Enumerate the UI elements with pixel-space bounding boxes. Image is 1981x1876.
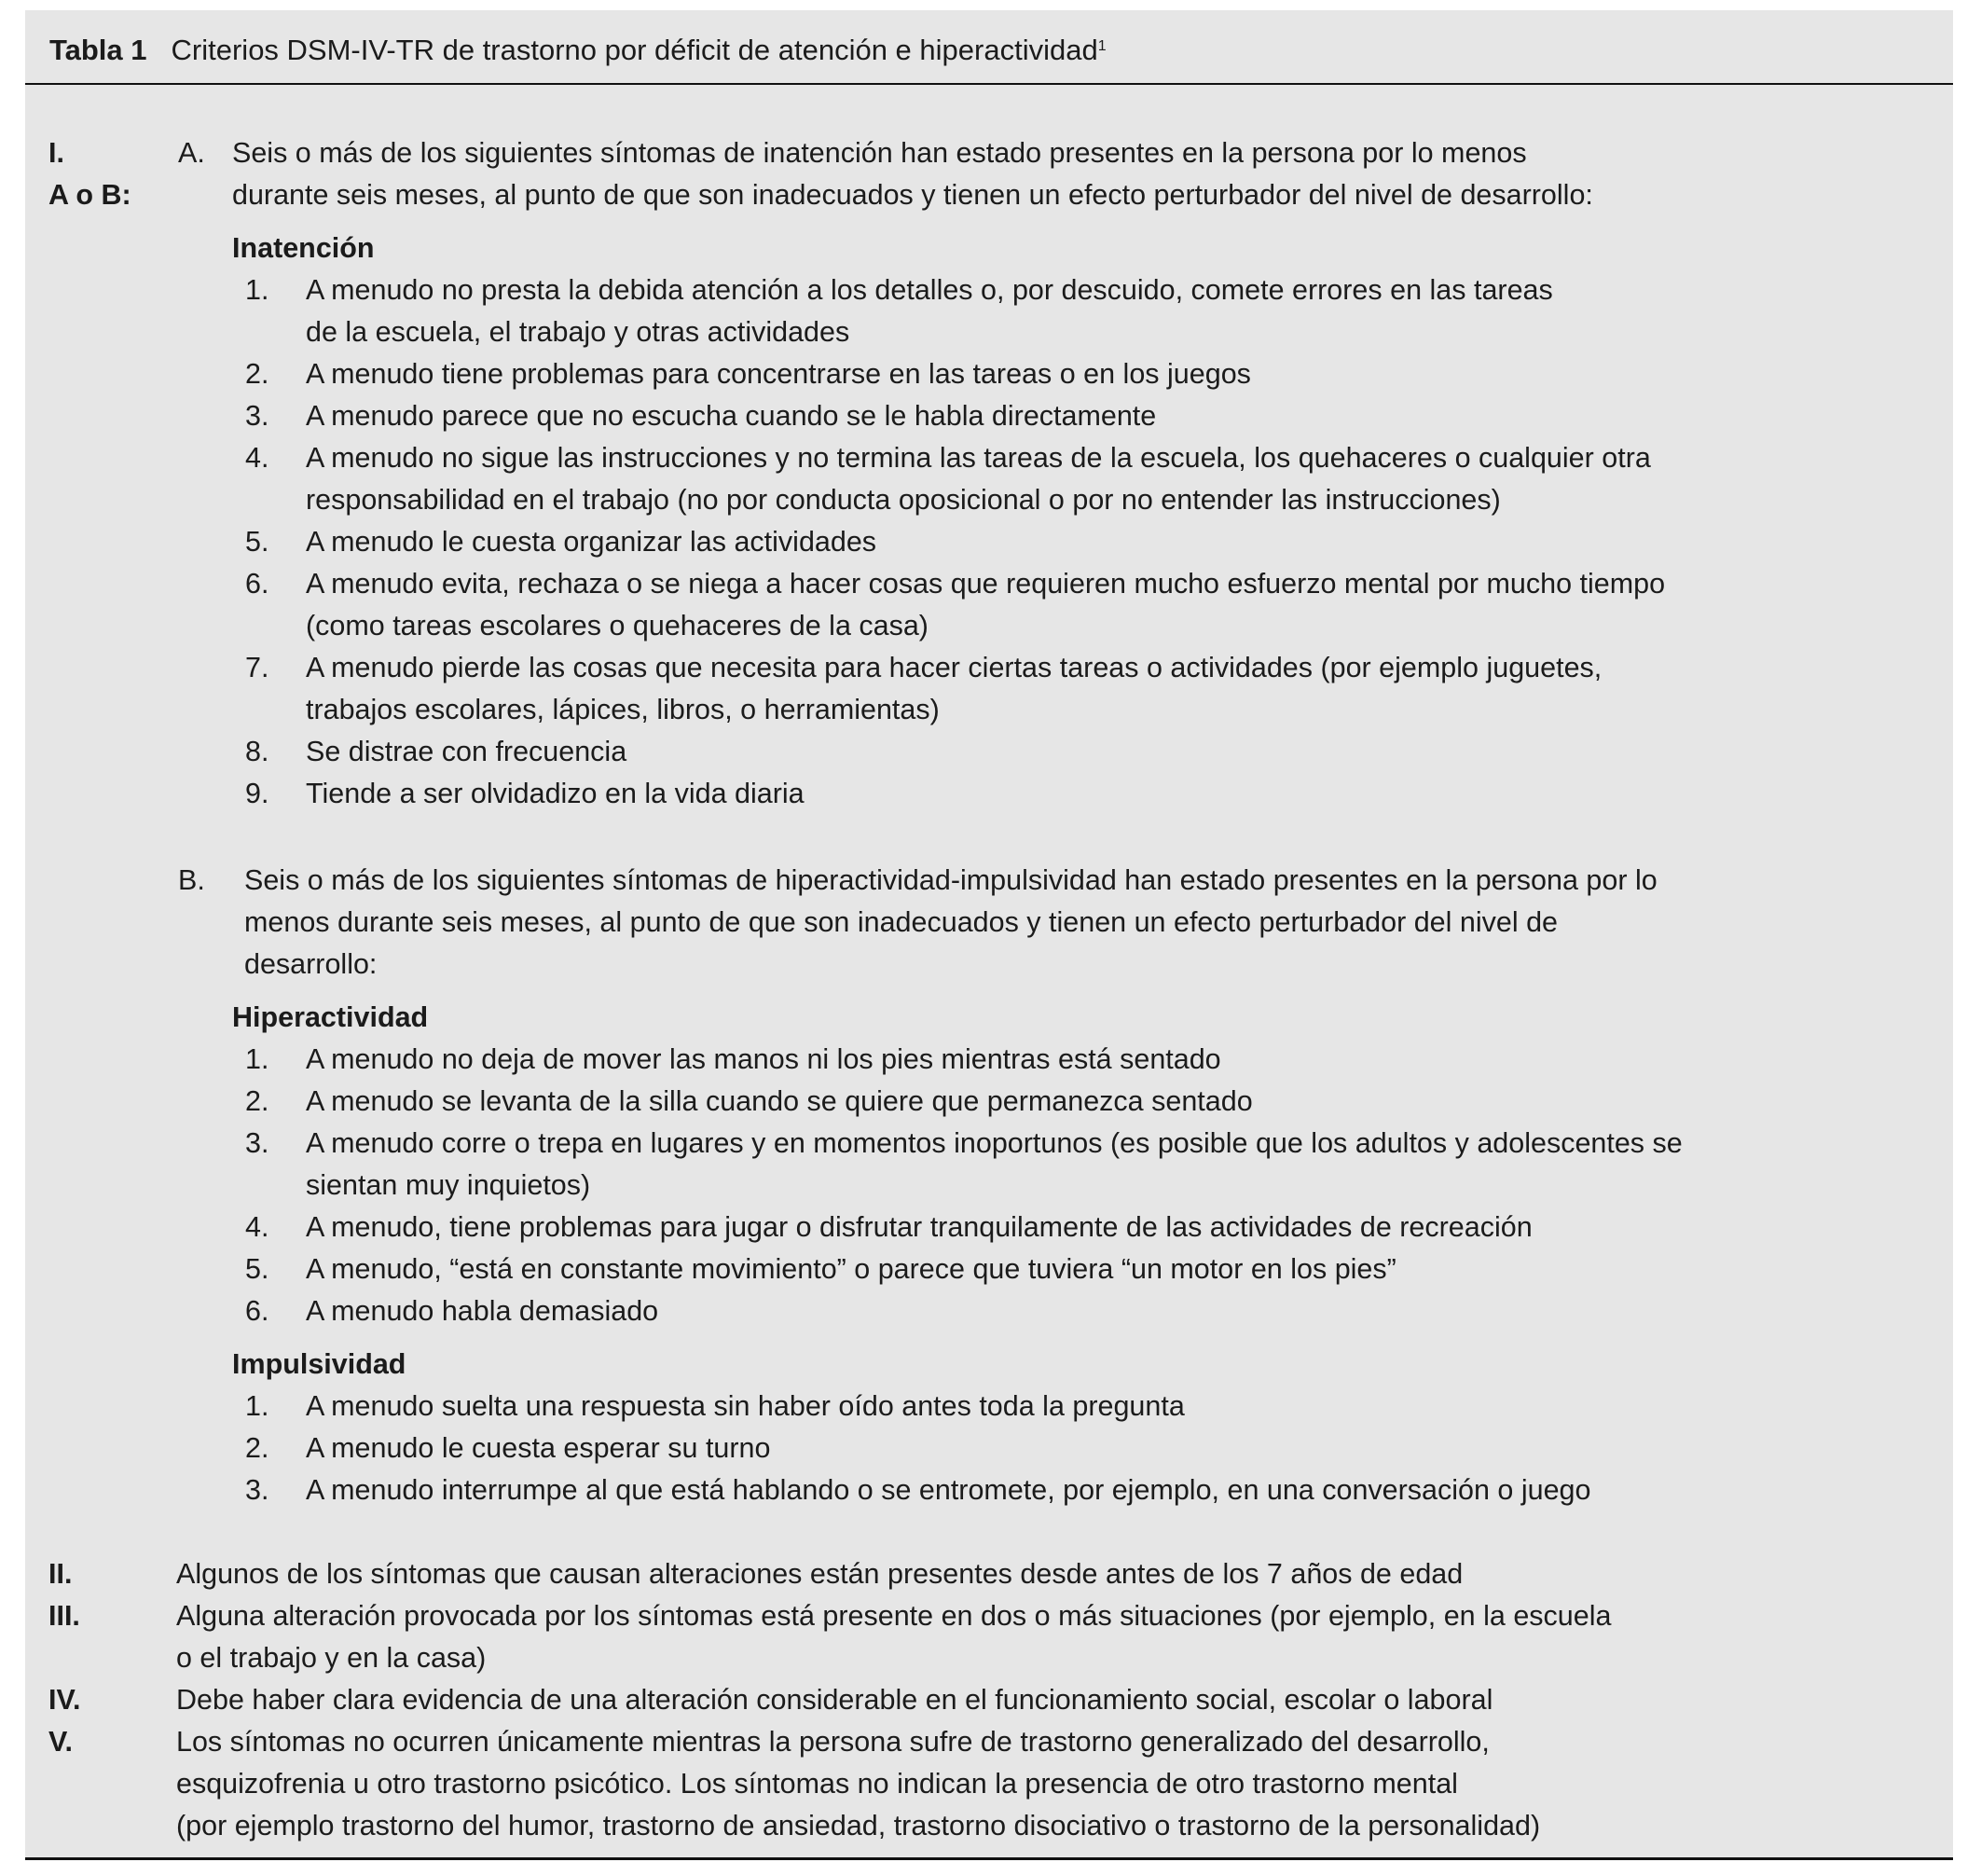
item-number: 9.	[245, 778, 269, 809]
item-text: A menudo evita, rechaza o se niega a hacer cosas que requieren mucho esfuerzo mental por mucho tiempo	[306, 568, 1666, 600]
item-text: A menudo habla demasiado	[306, 1295, 659, 1327]
section-marker: A.	[178, 137, 205, 169]
group-heading: Hiperactividad	[232, 1001, 429, 1033]
section-text: desarrollo:	[244, 948, 378, 980]
criterion-item	[25, 1595, 1953, 1679]
criterion-a	[25, 132, 1953, 216]
item-text: responsabilidad en el trabajo (no por conducta oposicional o por no entender las instrucciones)	[306, 484, 1501, 516]
criterion-label: IV.	[48, 1684, 81, 1716]
item-text: A menudo se levanta de la silla cuando se quiere que permanezca sentado	[306, 1085, 1253, 1117]
item-number: 3.	[245, 400, 269, 432]
item-text: A menudo le cuesta organizar las actividades	[306, 526, 877, 558]
list-item	[25, 269, 1953, 353]
list-item	[25, 437, 1953, 521]
criterion-label: III.	[48, 1600, 80, 1632]
criterion-label: II.	[48, 1558, 73, 1590]
criterion-b	[25, 860, 1953, 986]
section-text: menos durante seis meses, al punto de que son inadecuados y tienen un efecto perturbador del nivel de	[244, 906, 1559, 938]
table-caption	[49, 29, 1107, 71]
header-rule	[25, 83, 1953, 85]
item-text: A menudo corre o trepa en lugares y en momentos inoportunos (es posible que los adultos y adolescentes se	[306, 1127, 1683, 1159]
table-body	[25, 132, 1953, 1847]
item-number: 6.	[245, 568, 269, 600]
group-heading: Impulsividad	[232, 1348, 406, 1380]
item-text: (como tareas escolares o quehaceres de la casa)	[306, 610, 929, 641]
item-text: A menudo le cuesta esperar su turno	[306, 1432, 771, 1464]
list-item	[25, 1386, 1953, 1428]
item-number: 1.	[245, 1390, 269, 1422]
item-text: Se distrae con frecuencia	[306, 736, 627, 767]
table-title: Criterios DSM-IV-TR de trastorno por déficit de atención e hiperactividad	[171, 34, 1098, 66]
item-number: 3.	[245, 1127, 269, 1159]
item-number: 5.	[245, 1253, 269, 1285]
criterion-label: V.	[48, 1726, 74, 1758]
item-number: 1.	[245, 274, 269, 306]
list-item	[25, 395, 1953, 437]
item-number: 1.	[245, 1043, 269, 1075]
item-text: A menudo no deja de mover las manos ni los pies mientras está sentado	[306, 1043, 1221, 1075]
item-text: A menudo, “está en constante movimiento” o parece que tuviera “un motor en los pies”	[306, 1253, 1396, 1285]
list-item	[25, 353, 1953, 395]
item-number: 3.	[245, 1474, 269, 1506]
list-item	[25, 1039, 1953, 1081]
criterion-label: I.	[48, 137, 64, 169]
section-text: Seis o más de los siguientes síntomas de hiperactividad-impulsividad han estado presentes en la persona por lo	[244, 864, 1658, 896]
item-number: 2.	[245, 358, 269, 390]
list-item	[25, 1290, 1953, 1332]
list-item	[25, 773, 1953, 815]
list-item	[25, 521, 1953, 563]
item-text: A menudo no presta la debida atención a los detalles o, por descuido, comete errores en las tareas	[306, 274, 1553, 306]
list-item	[25, 1123, 1953, 1207]
list-item	[25, 731, 1953, 773]
table-label: Tabla 1	[49, 34, 147, 66]
item-number: 8.	[245, 736, 269, 767]
list-item	[25, 1207, 1953, 1248]
item-number: 6.	[245, 1295, 269, 1327]
item-text: A menudo suelta una respuesta sin haber oído antes toda la pregunta	[306, 1390, 1185, 1422]
item-text: A menudo tiene problemas para concentrarse en las tareas o en los juegos	[306, 358, 1251, 390]
table-panel	[25, 10, 1953, 1860]
section-text: Seis o más de los siguientes síntomas de inatención han estado presentes en la persona por lo menos	[232, 137, 1527, 169]
criterion-item	[25, 1553, 1953, 1595]
criterion-text: (por ejemplo trastorno del humor, trastorno de ansiedad, trastorno disociativo o trastorno de la personalidad)	[176, 1810, 1541, 1842]
item-number: 2.	[245, 1432, 269, 1464]
item-text: trabajos escolares, lápices, libros, o herramientas)	[306, 694, 940, 725]
group-heading: Inatención	[232, 232, 375, 264]
list-item	[25, 1081, 1953, 1123]
item-text: A menudo interrumpe al que está hablando o se entromete, por ejemplo, en una conversación o juego	[306, 1474, 1591, 1506]
item-text: Tiende a ser olvidadizo en la vida diaria	[306, 778, 805, 809]
criterion-item	[25, 1721, 1953, 1847]
criterion-label: A o B:	[48, 179, 131, 211]
list-item	[25, 1428, 1953, 1469]
item-number: 5.	[245, 526, 269, 558]
criterion-text: Debe haber clara evidencia de una alteración considerable en el funcionamiento social, escolar o laboral	[176, 1684, 1493, 1716]
list-item	[25, 647, 1953, 731]
item-text: sientan muy inquietos)	[306, 1169, 591, 1201]
criterion-text: o el trabajo y en la casa)	[176, 1642, 487, 1674]
criterion-text: Algunos de los síntomas que causan alteraciones están presentes desde antes de los 7 años de edad	[176, 1558, 1464, 1590]
list-item	[25, 1469, 1953, 1511]
footnote-ref: 1	[1097, 38, 1107, 54]
item-text: A menudo pierde las cosas que necesita para hacer ciertas tareas o actividades (por ejemplo juguetes,	[306, 652, 1603, 683]
footer-rule	[25, 1857, 1953, 1860]
section-marker: B.	[178, 864, 205, 896]
criterion-item	[25, 1679, 1953, 1721]
item-text: A menudo, tiene problemas para jugar o disfrutar tranquilamente de las actividades de recreación	[306, 1211, 1533, 1243]
criterion-text: Los síntomas no ocurren únicamente mientras la persona sufre de trastorno generalizado del desarrollo,	[176, 1726, 1490, 1758]
list-item	[25, 1248, 1953, 1290]
item-number: 4.	[245, 442, 269, 474]
criterion-text: esquizofrenia u otro trastorno psicótico. Los síntomas no indican la presencia de otro trastorno mental	[176, 1768, 1458, 1800]
item-number: 4.	[245, 1211, 269, 1243]
section-text: durante seis meses, al punto de que son inadecuados y tienen un efecto perturbador del nivel de desarrollo:	[232, 179, 1593, 211]
item-number: 7.	[245, 652, 269, 683]
item-text: de la escuela, el trabajo y otras actividades	[306, 316, 850, 348]
item-text: A menudo parece que no escucha cuando se le habla directamente	[306, 400, 1157, 432]
criterion-text: Alguna alteración provocada por los síntomas está presente en dos o más situaciones (por ejemplo, en la escuela	[176, 1600, 1612, 1632]
list-item	[25, 563, 1953, 647]
item-number: 2.	[245, 1085, 269, 1117]
item-text: A menudo no sigue las instrucciones y no termina las tareas de la escuela, los quehaceres o cualquier otra	[306, 442, 1651, 474]
